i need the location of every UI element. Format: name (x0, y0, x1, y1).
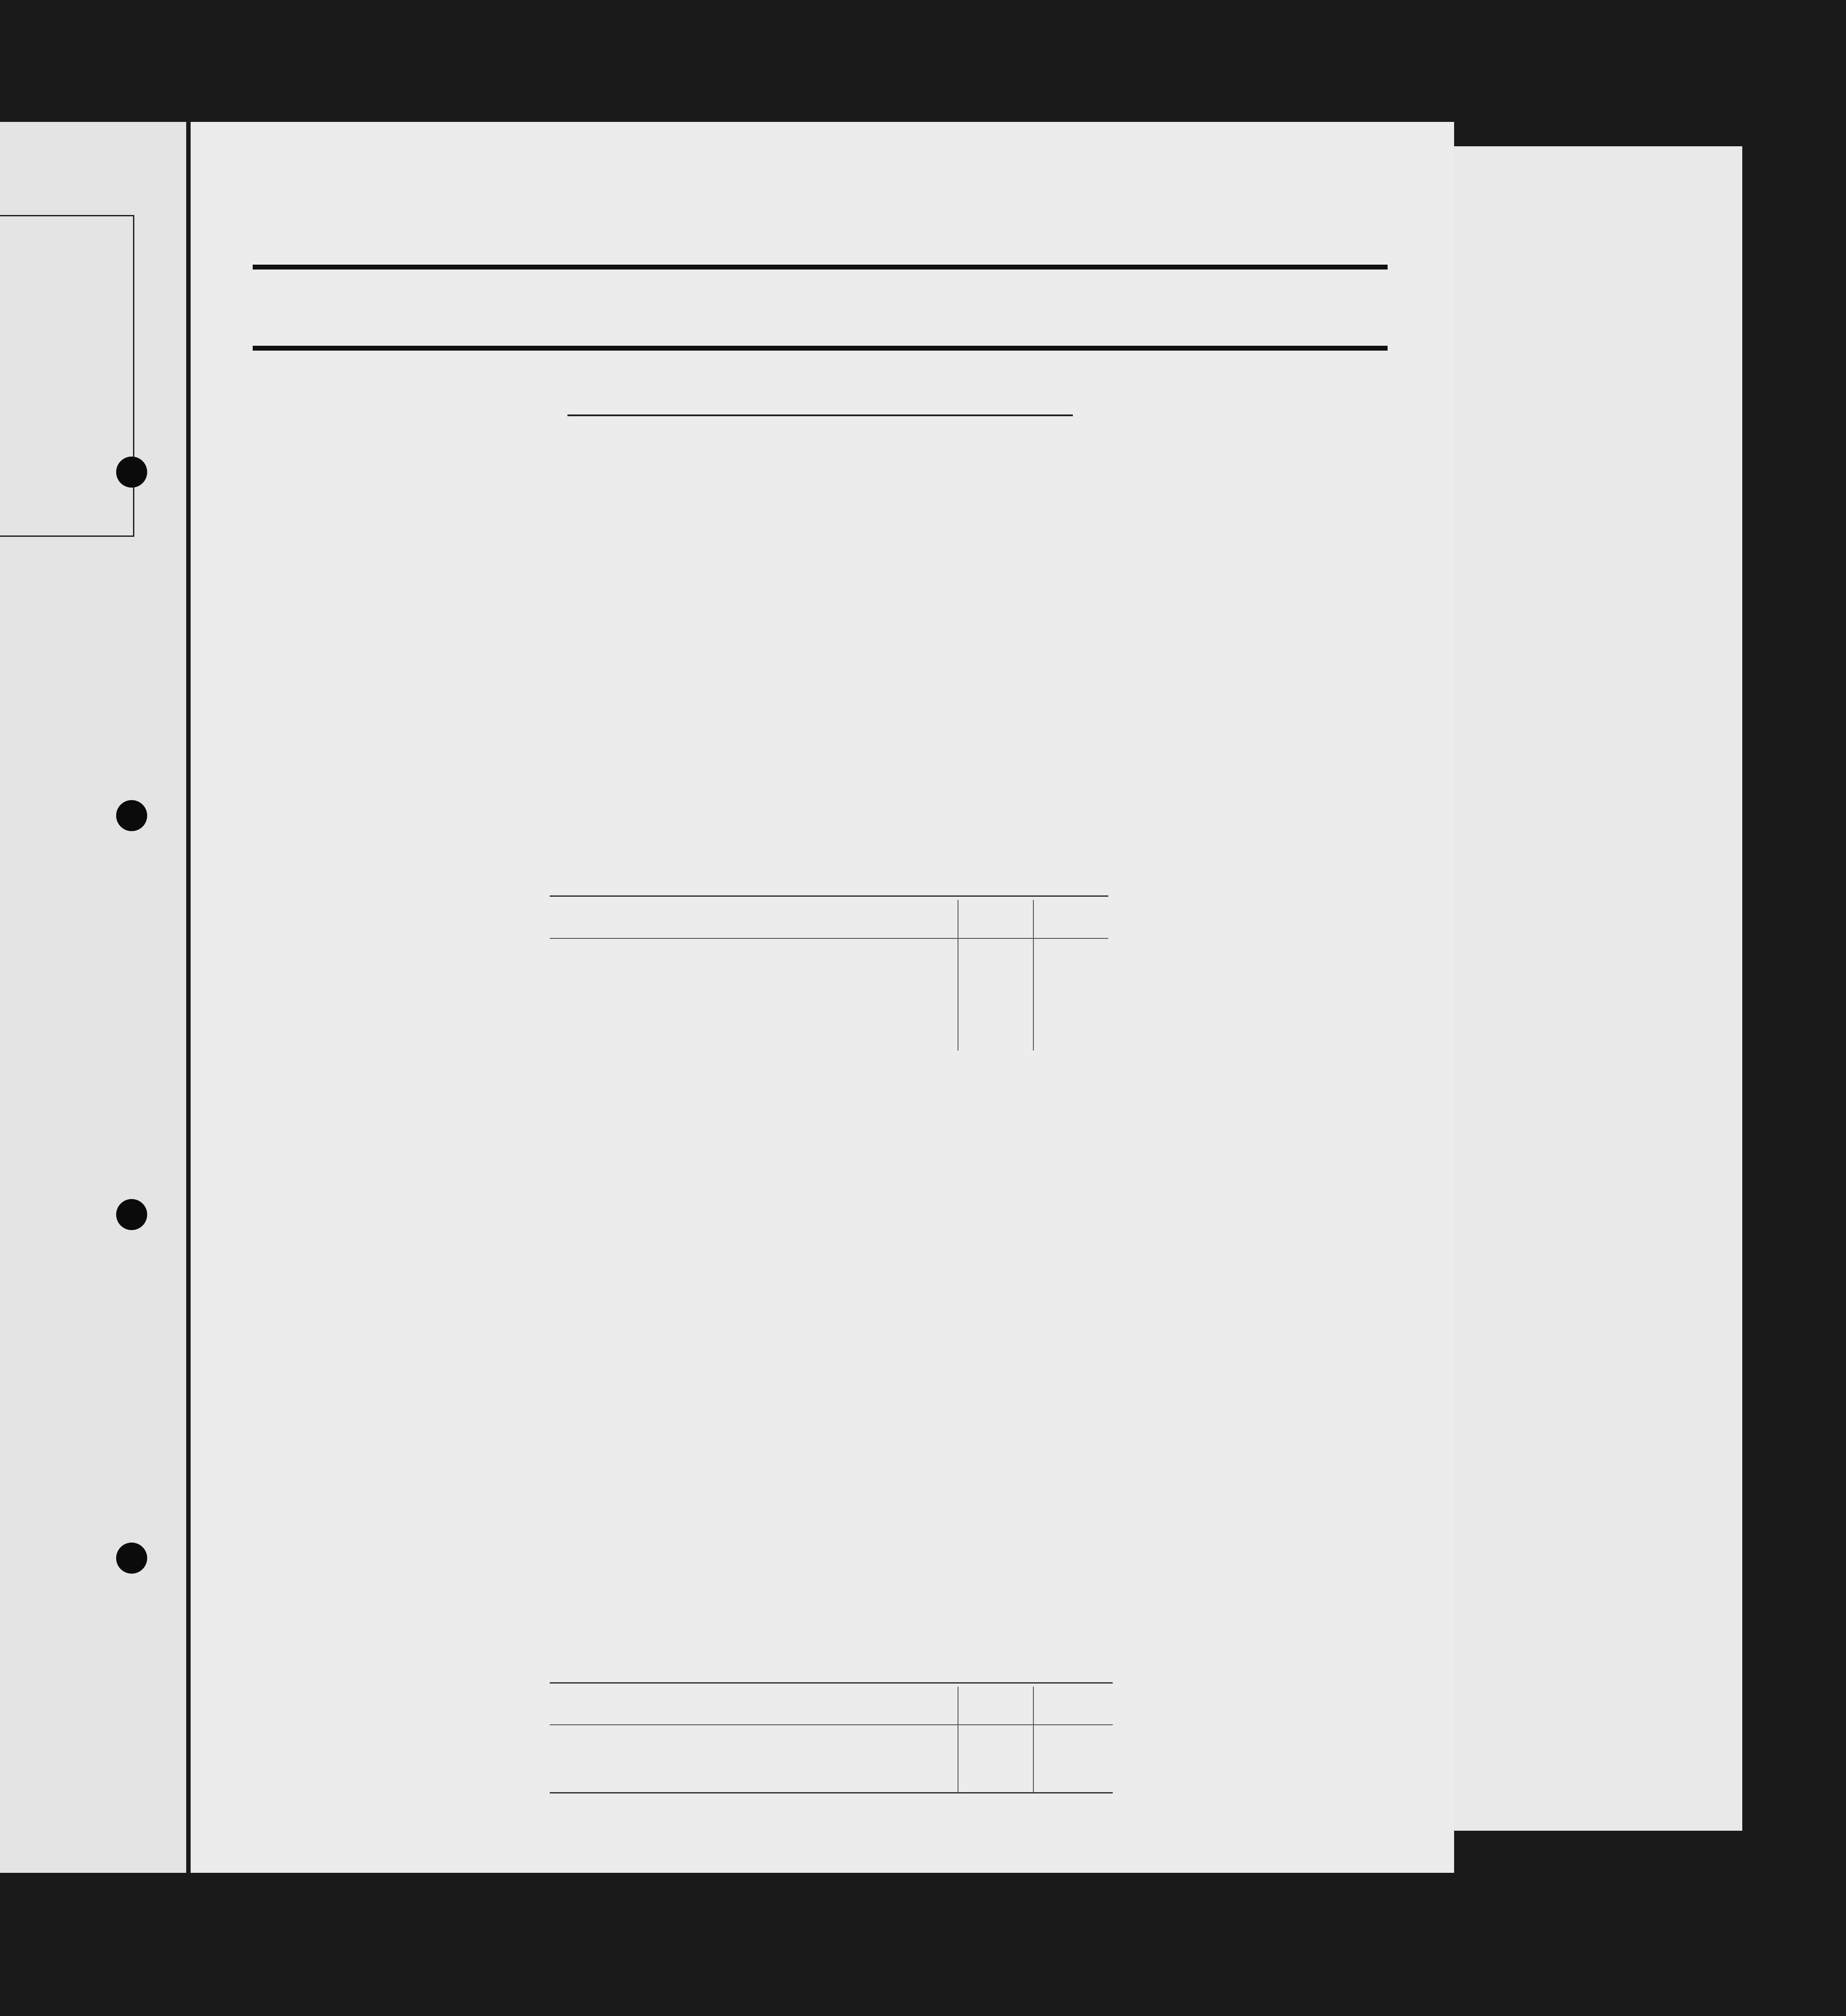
table-1 (550, 895, 1108, 1057)
table-1-col-rule (1033, 900, 1034, 1051)
binding-hole (116, 800, 147, 831)
headline-rule-top (253, 265, 1388, 270)
binding-hole (116, 1543, 147, 1574)
table-2 (550, 1682, 1113, 1800)
column-4 (1122, 372, 1392, 381)
column-1 (255, 372, 528, 378)
section-4 (550, 572, 1113, 588)
binding-hole (116, 1199, 147, 1230)
table-2-top-rule (550, 1682, 1113, 1684)
previous-page-box (0, 215, 134, 537)
table-1-header-rule (550, 938, 1108, 939)
previous-page (0, 122, 186, 1873)
column-2-lower (550, 1077, 820, 1090)
table-2-bottom-rule (550, 1792, 1113, 1793)
next-page-edge (1454, 146, 1742, 1831)
table-2-col-rule (1033, 1687, 1034, 1793)
headline-rule-bottom (253, 346, 1388, 351)
table-1-top-rule (550, 895, 1108, 897)
table-2-header-rule (550, 1724, 1113, 1725)
binding-hole (116, 457, 147, 488)
subtitle-underline (567, 414, 1073, 416)
